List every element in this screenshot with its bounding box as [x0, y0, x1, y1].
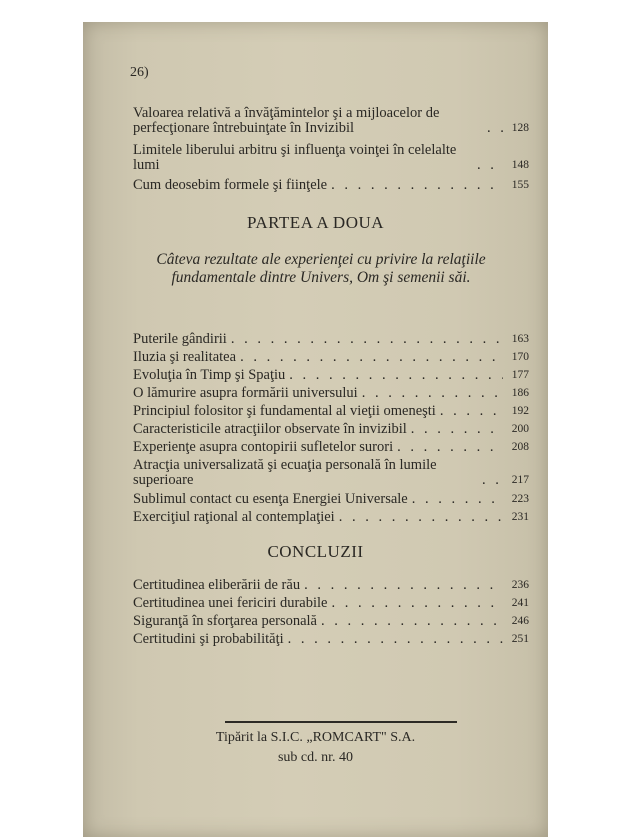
- leader-dots: [473, 158, 503, 173]
- toc-entry-page: 246: [511, 615, 529, 627]
- leader-dots: [300, 578, 503, 593]
- toc-entry-title: Cum deosebim formele şi fiinţele: [133, 177, 328, 193]
- toc-entry-page: 192: [511, 405, 529, 417]
- leader-dots: [227, 332, 503, 347]
- toc-entry: [133, 631, 529, 647]
- toc-entry: [133, 439, 529, 455]
- toc-entry: [133, 457, 529, 488]
- leader-dots: [317, 614, 503, 629]
- toc-entry-title: Certitudinea unei fericiri durabile: [133, 595, 328, 611]
- toc-entry-title: Caracteristicile atracţiilor observate în invizibil: [133, 421, 407, 437]
- toc-entry: [133, 367, 529, 383]
- toc-entry-page: 217: [511, 474, 529, 486]
- leader-dots: [408, 492, 503, 507]
- toc-entry: [133, 421, 529, 437]
- toc-entry-page: 208: [511, 441, 529, 453]
- part-two-subtitle: Câteva rezultate ale experienţei cu privire la relaţiile fundamentale dintre Univers, Om şi semenii săi.: [156, 251, 486, 286]
- imprint-line-2: sub cd. nr. 40: [277, 750, 354, 765]
- toc-entry: [133, 331, 529, 347]
- toc-entry: [133, 613, 529, 629]
- toc-entry-page: 186: [511, 387, 529, 399]
- leader-dots: [236, 350, 503, 365]
- toc-entry-title: Principiul folositor şi fundamental al vieţii omeneşti: [133, 403, 436, 419]
- leader-dots: [478, 473, 503, 488]
- toc-entry-page: 163: [511, 333, 529, 345]
- leader-dots: [358, 386, 503, 401]
- toc-entry-title: O lămurire asupra formării universului: [133, 385, 358, 401]
- leader-dots: [335, 510, 503, 525]
- leader-dots: [327, 178, 503, 193]
- toc-entry-title: Evoluţia în Timp şi Spaţiu: [133, 367, 286, 383]
- imprint-line-1: Tipărit la S.I.C. „ROMCART" S.A.: [215, 730, 416, 745]
- toc-entry: [133, 491, 529, 507]
- leader-dots: [393, 440, 503, 455]
- toc-entry-page: 236: [511, 579, 529, 591]
- leader-dots: [407, 422, 503, 437]
- toc-entry-page: 251: [511, 633, 529, 645]
- toc-entry-title: Atracţia universalizată şi ecuaţia personală în lumile superioare: [133, 457, 437, 488]
- toc-entry-title: Siguranţă în sforţarea personală: [133, 613, 317, 629]
- leader-dots: [284, 632, 503, 647]
- toc-entry-title: Limitele liberului arbitru şi influenţa voinţei în celelalte lumi: [133, 142, 457, 173]
- toc-entry-page: 170: [511, 351, 529, 363]
- toc-entry-page: 128: [511, 122, 529, 134]
- toc-entry-page: 223: [511, 493, 529, 505]
- conclusions-heading: CONCLUZII: [267, 542, 364, 561]
- toc-entry-title: Sublimul contact cu esenţa Energiei Universale: [133, 491, 408, 507]
- toc-entry: [133, 385, 529, 401]
- toc-entry: [133, 403, 529, 419]
- toc-entry: [133, 595, 529, 611]
- toc-entry: [133, 177, 529, 193]
- toc-entry-title: Iluzia şi realitatea: [133, 349, 237, 365]
- toc-entry-page: 231: [511, 511, 529, 523]
- toc-entry-title: Exerciţiul raţional al contemplaţiei: [133, 509, 335, 525]
- toc-entry: [133, 349, 529, 365]
- leader-dots: [436, 404, 503, 419]
- toc-entry-page: 155: [511, 179, 529, 191]
- leader-dots: [483, 121, 503, 136]
- toc-entry: [133, 105, 529, 136]
- toc-entry: [133, 509, 529, 525]
- part-two-heading: PARTEA A DOUA: [246, 213, 385, 232]
- toc-entry-title: Valoarea relativă a învăţămintelor şi a mijloacelor de perfecţionare întrebuinţate în Invizibil: [133, 105, 440, 136]
- toc-entry: [133, 577, 529, 593]
- leader-dots: [327, 596, 503, 611]
- book-page: [83, 22, 548, 837]
- page-number: 26): [130, 65, 149, 80]
- toc-entry-page: 148: [511, 159, 529, 171]
- toc-entry-page: 241: [511, 597, 529, 609]
- toc-entry-title: Puterile gândirii: [133, 331, 227, 347]
- toc-entry-title: Experienţe asupra contopirii sufletelor surori: [133, 439, 394, 455]
- leader-dots: [285, 368, 503, 383]
- toc-entry-title: Certitudinea eliberării de rău: [133, 577, 301, 593]
- toc-entry-title: Certitudini şi probabilităţi: [133, 631, 284, 647]
- toc-entry: [133, 142, 529, 173]
- toc-entry-page: 200: [511, 423, 529, 435]
- imprint-rule: [225, 721, 457, 723]
- toc-entry-page: 177: [511, 369, 529, 381]
